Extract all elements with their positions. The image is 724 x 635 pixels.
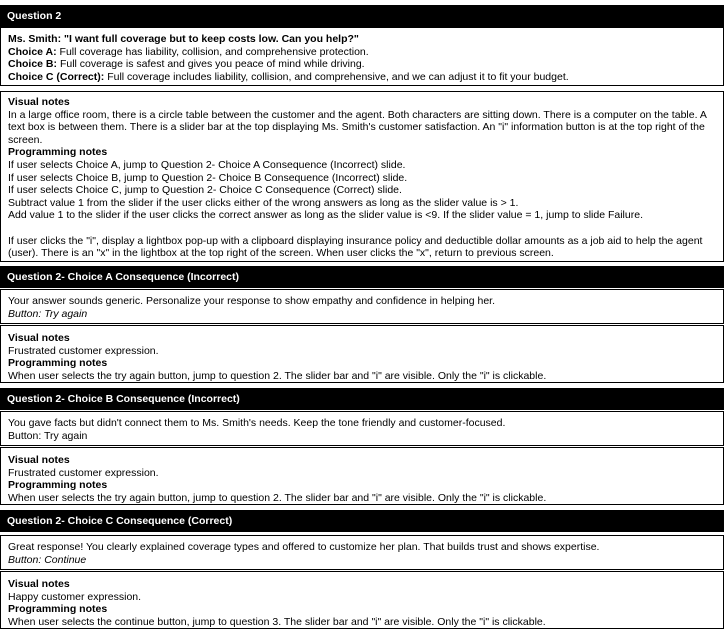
programming-notes-heading: Programming notes <box>8 146 108 159</box>
programming-note-line: If user selects Choice B, jump to Question 2- Choice B Consequence (Incorrect) slide. <box>8 171 408 184</box>
button-note: Button: Continue <box>8 553 87 566</box>
button-note: Button: Try again <box>8 429 88 442</box>
choice-c-text: Full coverage includes liability, collision, and comprehensive, and we can adjust it to fit your budget. <box>107 70 569 83</box>
choice-c-notes-cell <box>0 571 724 629</box>
button-note: Button: Try again <box>8 307 88 320</box>
choice-a-consequence-header: Question 2- Choice A Consequence (Incorrect) <box>0 266 724 288</box>
feedback-text: You gave facts but didn't connect them to Ms. Smith's needs. Keep the tone friendly and customer-focused. <box>8 417 506 429</box>
programming-note-line: Add value 1 to the slider if the user clicks the correct answer as long as the slider value is <9. If the slider value = 1, jump to slide Failure. <box>8 209 643 222</box>
programming-notes-heading: Programming notes <box>8 603 108 616</box>
prompt-line <box>8 33 716 46</box>
question-2-notes-cell <box>0 91 724 262</box>
question-2-choices-cell <box>0 27 724 86</box>
visual-notes-heading: Visual notes <box>8 96 70 108</box>
choice-a-feedback-cell <box>0 289 724 324</box>
visual-notes-text: In a large office room, there is a circle table between the customer and the agent. Both characters are sitting down. There is a computer on the table. A text box is between them. There is a slider bar at the top displaying Ms. Smith's customer satisfaction. An "i" information button is at the top right of the screen. <box>8 108 707 146</box>
visual-notes-text: Frustrated customer expression. <box>8 344 159 357</box>
prompt-text: "I want full coverage but to keep costs low. Can you help?" <box>64 33 359 45</box>
programming-notes-text: When user selects the continue button, jump to question 3. The slider bar and "i" are visible. Only the "i" is clickable. <box>8 615 546 628</box>
choice-a-line <box>8 46 716 59</box>
visual-notes-heading: Visual notes <box>8 578 70 590</box>
programming-note-line: If user selects Choice A, jump to Question 2- Choice A Consequence (Incorrect) slide. <box>8 158 406 171</box>
choice-a-notes-cell <box>0 325 724 383</box>
question-2-header: Question 2 <box>0 5 724 27</box>
choice-b-feedback-cell <box>0 411 724 446</box>
choice-b-notes-cell <box>0 447 724 505</box>
choice-a-text: Full coverage has liability, collision, and comprehensive protection. <box>59 45 369 58</box>
choice-b-label: Choice B: <box>8 58 58 71</box>
choice-b-text: Full coverage is safest and gives you peace of mind while driving. <box>59 58 365 71</box>
choice-c-consequence-header: Question 2- Choice C Consequence (Correct) <box>0 510 724 532</box>
programming-notes-text: When user selects the try again button, jump to question 2. The slider bar and "i" are visible. Only the "i" is clickable. <box>8 491 547 504</box>
visual-notes-text: Happy customer expression. <box>8 590 142 603</box>
visual-notes-heading: Visual notes <box>8 332 70 344</box>
choice-b-consequence-header: Question 2- Choice B Consequence (Incorrect) <box>0 388 724 410</box>
choice-c-line <box>8 71 716 84</box>
visual-notes-heading: Visual notes <box>8 454 70 466</box>
programming-notes-heading: Programming notes <box>8 479 108 492</box>
choice-c-label: Choice C (Correct): <box>8 70 105 83</box>
feedback-text: Your answer sounds generic. Personalize your response to show empathy and confidence in helping her. <box>8 295 495 307</box>
prompt-speaker: Ms. Smith: <box>8 33 62 45</box>
choice-b-line <box>8 58 716 71</box>
programming-note-line: If user selects Choice C, jump to Question 2- Choice C Consequence (Correct) slide. <box>8 184 402 197</box>
choice-c-feedback-cell <box>0 535 724 570</box>
programming-notes-text: When user selects the try again button, jump to question 2. The slider bar and "i" are visible. Only the "i" is clickable. <box>8 369 547 382</box>
choice-a-label: Choice A: <box>8 45 57 58</box>
programming-notes-heading: Programming notes <box>8 357 108 370</box>
info-button-note: If user clicks the "i", display a lightbox pop-up with a clipboard displaying insurance policy and deductible dollar amounts as a job aid to help the agent (user). There is an "x" in the lightbox at the top right of the screen. When user clicks the "x", return to previous screen. <box>8 234 703 260</box>
feedback-text: Great response! You clearly explained coverage types and offered to customize her plan. That builds trust and shows expertise. <box>8 541 600 553</box>
visual-notes-text: Frustrated customer expression. <box>8 466 159 479</box>
programming-note-line: Subtract value 1 from the slider if the user clicks either of the wrong answers as long as the slider value is > 1. <box>8 196 519 209</box>
